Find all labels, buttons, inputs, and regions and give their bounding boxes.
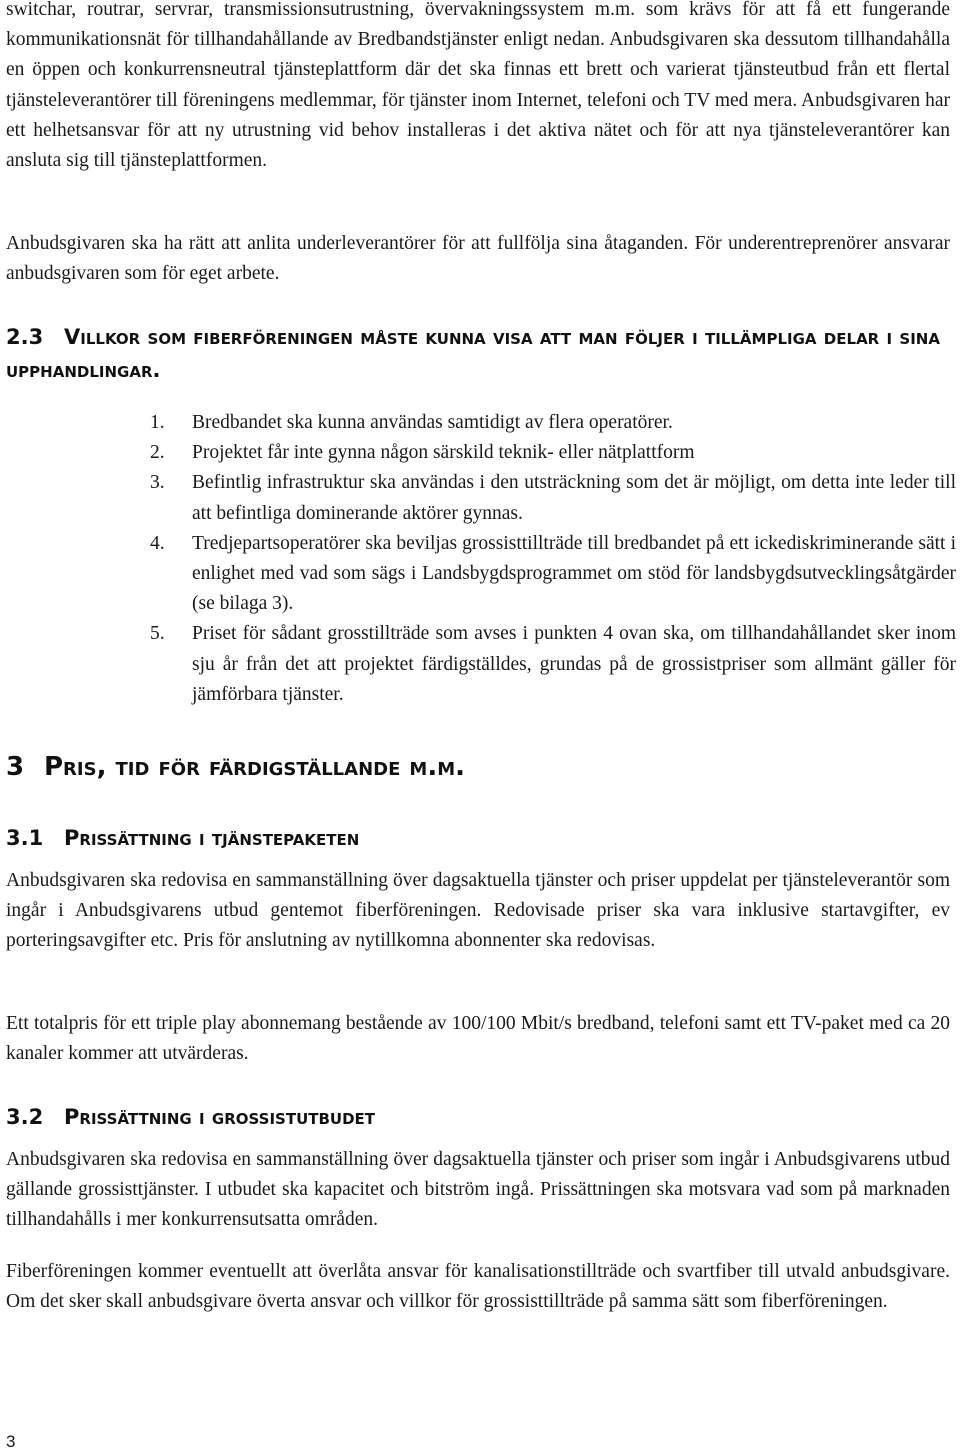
- section-number: 3: [6, 752, 25, 782]
- pricing-paragraph-1: Anbudsgivaren ska redovisa en sammanställning över dagsaktuella tjänster och priser uppdelat per tjänsteleverantör som ingår i Anbudsgivarens utbud gentemot fiberföreningen. Redovisade priser ska vara inklusive startavgifter, ev porteringsavgifter etc. Pris för anslutning av nytillkomna abonnenter ska redovisas.: [6, 870, 950, 952]
- section-3-2-heading: [6, 1101, 946, 1134]
- section-number: 3.1: [6, 826, 44, 850]
- wholesale-paragraph-1: Anbudsgivaren ska redovisa en sammanställning över dagsaktuella tjänster och priser som ingår i Anbudsgivarens utbud gällande grossisttjänster. I utbudet ska kapacitet och bitström ingå. Prissättningen ska motsvara vad som på marknaden tillhandahålls i mer konkurrensutsatta områden.: [6, 1149, 950, 1231]
- list-item: 4. Tredjepartsoperatörer ska beviljas grossisttillträde till bredbandet på ett ickediskriminerande sätt i enlighet med vad som sägs i Landsbygdsprogrammet om stöd för landsbygdsutvecklingsåtgärder (se bilaga 3).: [150, 532, 956, 615]
- section-number: 2.3: [6, 325, 44, 349]
- list-item: 1. Bredbandet ska kunna användas samtidigt av flera operatörer.: [150, 412, 673, 433]
- section-title: Prissättning i grossistutbudet: [64, 1105, 376, 1129]
- wholesale-paragraph-2: Fiberföreningen kommer eventuellt att överlåta ansvar för kanalisationstillträde och svartfiber till utvald anbudsgivare. Om det sker skall anbudsgivare överta ansvar och villkor för grossisttillträde på samma sätt som fiberföreningen.: [6, 1261, 950, 1313]
- section-2-3-heading: [6, 321, 946, 387]
- section-title: Villkor som fiberföreningen måste kunna visa att man följer i tillämpliga delar i sina upphandlingar.: [6, 325, 940, 382]
- list-item: 5. Priset för sådant grosstillträde som avses i punkten 4 ovan ska, om tillhandahållandet sker inom sju år från det att projektet färdigställdes, grundas på de grossistpriser som allmänt gäller för jämförbara tjänster.: [150, 623, 956, 705]
- page-number: 3: [6, 1432, 16, 1451]
- list-item: 3. Befintlig infrastruktur ska användas i den utsträckning som det är möjligt, om detta inte leder till att befintliga dominerande aktörer gynnas.: [150, 472, 956, 524]
- section-3-1-heading: [6, 822, 946, 855]
- section-title: Prissättning i tjänstepaketen: [64, 826, 360, 850]
- section-3-heading: [6, 750, 465, 784]
- intro-paragraph: switchar, routrar, servrar, transmissionsutrustning, övervakningssystem m.m. som krävs för att få ett fungerande kommunikationsnät för tillhandahållande av Bredbandstjänster enligt nedan. Anbudsgivaren ska dessutom tillhandahålla en öppen och konkurrensneutral tjänsteplattform där det ska finnas ett brett och varierat tjänsteutbud från ett flertal tjänsteleverantörer till föreningens medlemmar, för tjänster inom Internet, telefoni och TV med mera. Anbudsgivaren har ett helhetsansvar för att ny utrustning vid behov installeras i det aktiva nätet och för att nya tjänsteleverantörer kan ansluta sig till tjänsteplattformen.: [6, 0, 950, 172]
- section-number: 3.2: [6, 1105, 44, 1129]
- pricing-paragraph-2: Ett totalpris för ett triple play abonnemang bestående av 100/100 Mbit/s bredband, telefoni samt ett TV-paket med ca 20 kanaler kommer att utvärderas.: [6, 1013, 950, 1065]
- conditions-list: [150, 408, 956, 710]
- subcontractor-paragraph: Anbudsgivaren ska ha rätt att anlita underleverantörer för att fullfölja sina åtaganden. För underentreprenörer ansvarar anbudsgivaren som för eget arbete.: [6, 233, 950, 285]
- list-item: 2. Projektet får inte gynna någon särskild teknik- eller nätplattform: [150, 442, 695, 464]
- section-title: Pris, tid för färdigställande m.m.: [44, 752, 465, 782]
